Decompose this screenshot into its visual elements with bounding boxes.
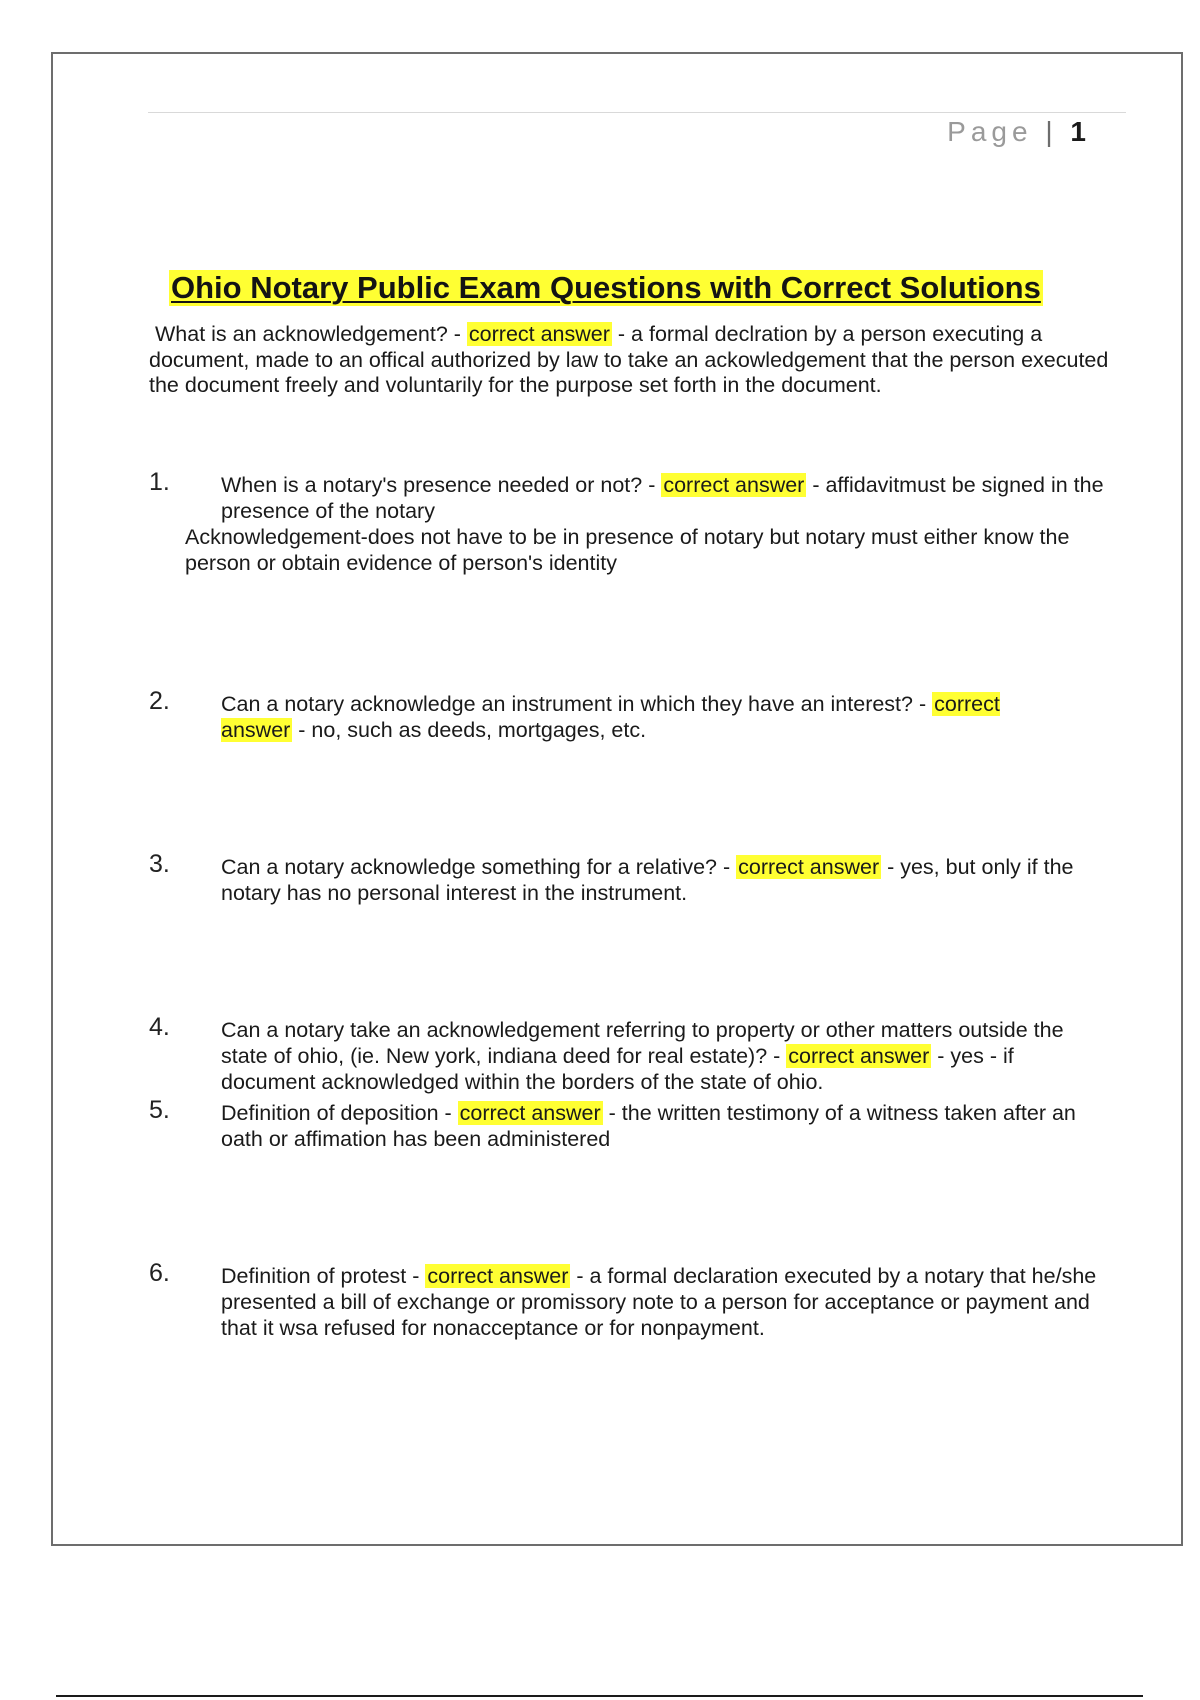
question-answer: - yes, but only if the notary has no personal interest in the instrument. bbox=[221, 855, 1074, 905]
question-text bbox=[221, 472, 1111, 524]
question-prompt: Can a notary acknowledge an instrument in which they have an interest? - bbox=[221, 692, 927, 716]
page-number: 1 bbox=[1070, 116, 1086, 147]
question-number: 5. bbox=[149, 1096, 170, 1124]
question-answer: - no, such as deeds, mortgages, etc. bbox=[298, 718, 647, 742]
question-extra-note: Acknowledgement-does not have to be in presence of notary but notary must either know the person or obtain evidence of person's identity bbox=[185, 525, 1070, 575]
question-number: 4. bbox=[149, 1013, 170, 1041]
header-rule bbox=[148, 112, 1126, 113]
question-number: 2. bbox=[149, 687, 170, 715]
question-prompt: When is a notary's presence needed or not? - bbox=[221, 473, 656, 497]
question-answer: - yes - if document acknowledged within the borders of the state of ohio. bbox=[221, 1044, 1014, 1094]
intro-answer-rest: document, made to an offical authorized by law to take an ackowledgement that the person executed the document freely and voluntarily for the purpose set forth in the document. bbox=[149, 347, 1109, 397]
page-word: Page bbox=[947, 116, 1033, 147]
question-text bbox=[221, 1100, 1111, 1152]
question-number: 3. bbox=[149, 850, 170, 878]
correct-answer-highlight: correct answer bbox=[663, 473, 805, 497]
question-text bbox=[221, 1017, 1111, 1095]
question-number: 6. bbox=[149, 1259, 170, 1287]
intro-answer-line: - a formal declration by a person executing a bbox=[617, 322, 1043, 346]
correct-answer-highlight: correct answer bbox=[788, 1044, 930, 1068]
page-number-header bbox=[947, 116, 1086, 148]
question-answer: - a formal declaration executed by a notary that he/she presented a bill of exchange or promissory note to a person for acceptance or payment and that it wsa refused for nonacceptance or for nonpayment. bbox=[221, 1264, 1097, 1340]
question-item-4 bbox=[149, 1013, 1139, 1095]
intro-paragraph bbox=[149, 322, 1109, 399]
footer-rule bbox=[56, 1695, 1143, 1697]
correct-answer-highlight: correct answer bbox=[459, 1101, 601, 1125]
page-separator: | bbox=[1045, 116, 1058, 147]
question-answer: - the written testimony of a witness taken after an oath or affimation has been administered bbox=[221, 1101, 1076, 1151]
question-prompt: Definition of deposition - bbox=[221, 1101, 452, 1125]
question-answer: - affidavitmust be signed in the presence of the notary bbox=[221, 473, 1104, 523]
question-item-1 bbox=[149, 468, 1139, 576]
document-page bbox=[51, 52, 1183, 1546]
correct-answer-highlight: correct answer bbox=[221, 692, 1000, 742]
question-prompt: Definition of protest - bbox=[221, 1264, 420, 1288]
question-prompt: Can a notary acknowledge something for a relative? - bbox=[221, 855, 731, 879]
question-number: 1. bbox=[149, 468, 170, 496]
question-item-3 bbox=[149, 850, 1139, 906]
question-item-2 bbox=[149, 687, 1139, 743]
question-text bbox=[221, 1263, 1111, 1341]
correct-answer-highlight: correct answer bbox=[468, 322, 610, 346]
question-text bbox=[221, 691, 1041, 743]
correct-answer-highlight: correct answer bbox=[427, 1264, 569, 1288]
intro-question: What is an acknowledgement? - bbox=[155, 322, 461, 346]
question-text bbox=[221, 854, 1081, 906]
question-prompt: Can a notary take an acknowledgement referring to property or other matters outside the state of ohio, (ie. New york, indiana deed for real estate)? - bbox=[221, 1018, 1064, 1068]
correct-answer-highlight: correct answer bbox=[738, 855, 880, 879]
question-item-5 bbox=[149, 1096, 1139, 1152]
document-title: Ohio Notary Public Exam Questions with Correct Solutions bbox=[171, 270, 1041, 305]
question-item-6 bbox=[149, 1259, 1139, 1341]
